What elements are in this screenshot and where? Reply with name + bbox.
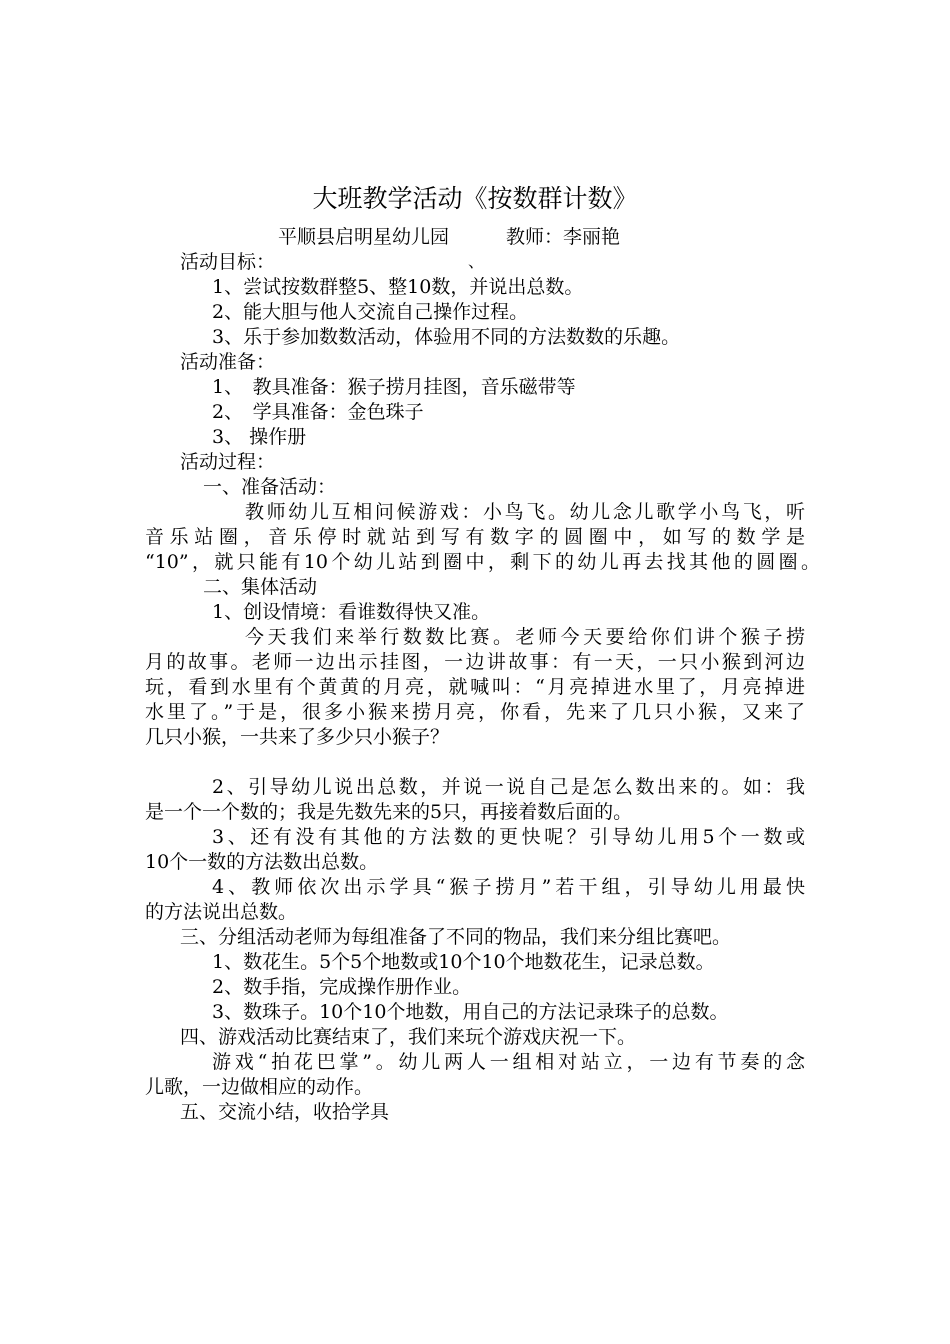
- section2-sub2-line: 是一个一个数的；我是先数先来的5只，再接着数后面的。: [145, 801, 633, 823]
- section1-para-line: 音乐站圈，音乐停时就站到写有数字的圆圈中，如写的数学是: [145, 526, 805, 548]
- section3-item-1: 1、数花生。5个5个地数或10个10个地数花生，记录总数。: [212, 951, 715, 973]
- preparation-heading: 活动准备：: [180, 351, 276, 373]
- goals-heading: 活动目标：: [180, 251, 276, 273]
- preparation-item-3: 3、 操作册: [212, 426, 307, 448]
- section3-item-2: 2、数手指，完成操作册作业。: [212, 976, 472, 998]
- section4-heading: 四、游戏活动比赛结束了，我们来玩个游戏庆祝一下。: [180, 1026, 637, 1048]
- section4-para-line: 游戏“拍花巴掌”。幼儿两人一组相对站立，一边有节奏的念: [212, 1051, 805, 1073]
- goal-item-3: 3、乐于参加数数活动，体验用不同的方法数数的乐趣。: [212, 326, 681, 348]
- section3-heading: 三、分组活动老师为每组准备了不同的物品，我们来分组比赛吧。: [180, 926, 732, 948]
- byline: 平顺县启明星幼儿园 教师：李丽艳: [278, 226, 621, 248]
- story-line: 玩，看到水里有个黄黄的月亮，就喊叫：“月亮掉进水里了，月亮掉进: [145, 676, 805, 698]
- section5-heading: 五、交流小结，收拾学具: [180, 1101, 390, 1123]
- section2-sub4-line: 4、教师依次出示学具“猴子捞月”若干组，引导幼儿用最快: [212, 876, 805, 898]
- preparation-item-1: 1、 教具准备：猴子捞月挂图，音乐磁带等: [212, 376, 576, 398]
- section2-sub3-line: 3、还有没有其他的方法数的更快呢？引导幼儿用5个一数或: [212, 826, 805, 848]
- goal-item-2: 2、能大胆与他人交流自己操作过程。: [212, 301, 529, 323]
- section2-sub1: 1、创设情境：看谁数得快又准。: [212, 601, 491, 623]
- section1-para-line: “10”，就只能有10个幼儿站到圈中，剩下的幼儿再去找其他的圆圈。: [145, 551, 820, 573]
- process-heading: 活动过程：: [180, 451, 276, 473]
- section2-sub2-line: 2、引导幼儿说出总数，并说一说自己是怎么数出来的。如：我: [212, 776, 805, 798]
- section2-sub3-line: 10个一数的方法数出总数。: [145, 851, 379, 873]
- document-title: 大班教学活动《按数群计数》: [312, 184, 638, 213]
- section1-para-line: 教师幼儿互相问候游戏：小鸟飞。幼儿念儿歌学小鸟飞，听: [245, 501, 805, 523]
- story-line: 月的故事。老师一边出示挂图，一边讲故事：有一天，一只小猴到河边: [145, 651, 805, 673]
- story-line: 水里了。”于是，很多小猴来捞月亮，你看，先来了几只小猴，又来了: [145, 701, 805, 723]
- preparation-item-2: 2、 学具准备：金色珠子: [212, 401, 424, 423]
- section2-heading: 二、集体活动: [203, 576, 318, 598]
- goal-item-1: 1、尝试按数群整5、整10数，并说出总数。: [212, 276, 584, 298]
- section1-heading: 一、准备活动：: [203, 476, 337, 498]
- section2-sub4-line: 的方法说出总数。: [145, 901, 298, 923]
- section3-item-3: 3、数珠子。10个10个地数，用自己的方法记录珠子的总数。: [212, 1001, 729, 1023]
- stray-mark: 、: [468, 252, 485, 271]
- story-line: 几只小猴，一共来了多少只小猴子？: [145, 726, 450, 748]
- story-line: 今天我们来举行数数比赛。老师今天要给你们讲个猴子捞: [245, 626, 805, 648]
- section4-para-line: 儿歌，一边做相应的动作。: [145, 1076, 374, 1098]
